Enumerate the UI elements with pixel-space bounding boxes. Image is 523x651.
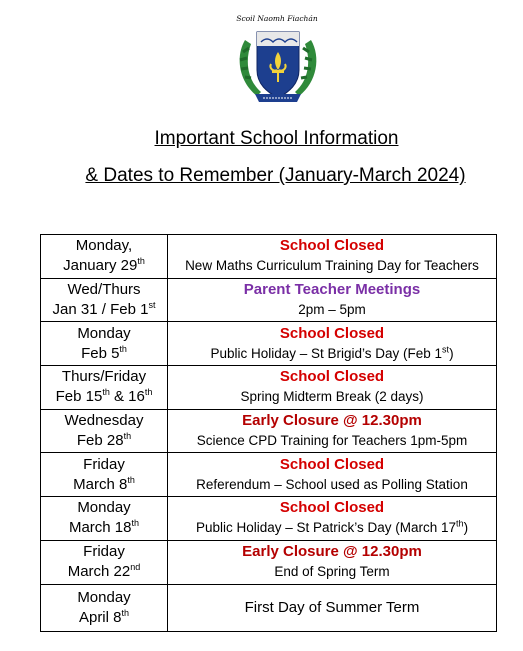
date-line-1: Monday [77,499,131,517]
date-line-1: Friday [83,543,125,561]
date-cell [41,584,168,631]
event-headline: Parent Teacher Meetings [243,281,421,299]
date-cell [41,409,168,453]
event-headline: School Closed [279,324,385,342]
date-line-2: Feb 5th [81,343,127,362]
date-line-2: Jan 31 / Feb 1st [52,300,156,319]
school-crest-icon [233,12,323,112]
date-line-2: January 29th [63,256,145,275]
event-cell [168,584,497,631]
event-detail: End of Spring Term [274,564,390,580]
event-headline: School Closed [279,237,385,255]
date-cell [41,366,168,410]
event-cell [168,409,497,453]
date-cell [41,540,168,584]
table-row [41,409,497,453]
date-line-2: March 8th [73,474,135,493]
date-line-1: Monday [77,324,131,342]
crest-motto: Scoil Naomh Fiachán [236,14,318,23]
event-headline: School Closed [279,455,385,473]
table-row [41,235,497,279]
date-line-1: Wednesday [64,412,144,430]
date-line-1: Monday [77,588,131,606]
date-line-2: Feb 15th & 16th [55,387,153,406]
event-detail: Referendum – School used as Polling Station [196,476,468,492]
event-cell [168,540,497,584]
table-row [41,540,497,584]
date-cell [41,497,168,541]
event-headline: Early Closure @ 12.30pm [242,543,422,561]
page-title-line-2: & Dates to Remember (January-March 2024) [85,165,466,186]
table-row [41,453,497,497]
date-cell [41,453,168,497]
table-row [41,366,497,410]
table-row [41,584,497,631]
event-headline: School Closed [279,499,385,517]
date-line-2: April 8th [78,607,130,626]
event-cell [168,235,497,279]
event-detail: Spring Midterm Break (2 days) [240,389,424,405]
event-headline: Early Closure @ 12.30pm [242,412,422,430]
page-title-line-1: Important School Information [154,128,399,149]
event-detail: Science CPD Training for Teachers 1pm-5pm [196,433,468,449]
date-line-1: Friday [83,455,125,473]
event-cell [168,322,497,366]
date-line-2: March 22nd [67,562,141,581]
date-line-1: Monday, [75,237,133,255]
event-detail: New Maths Curriculum Training Day for Teachers [185,258,479,274]
date-line-2: Feb 28th [76,431,132,450]
date-line-1: Thurs/Friday [61,368,147,386]
table-row [41,322,497,366]
date-cell [41,278,168,322]
event-detail: Public Holiday – St Brigid’s Day (Feb 1st) [210,344,454,361]
event-cell [168,453,497,497]
table-row [41,497,497,541]
event-cell [168,497,497,541]
event-detail: Public Holiday – St Patrick’s Day (March 17th) [195,518,469,536]
event-cell [168,278,497,322]
event-cell [168,366,497,410]
date-cell [41,322,168,366]
event-headline: School Closed [279,368,385,386]
dates-table [40,234,497,632]
event-detail: First Day of Summer Term [244,598,420,616]
date-line-1: Wed/Thurs [67,281,141,299]
event-detail: 2pm – 5pm [298,302,366,318]
date-line-2: March 18th [68,518,140,537]
table-row [41,278,497,322]
date-cell [41,235,168,279]
